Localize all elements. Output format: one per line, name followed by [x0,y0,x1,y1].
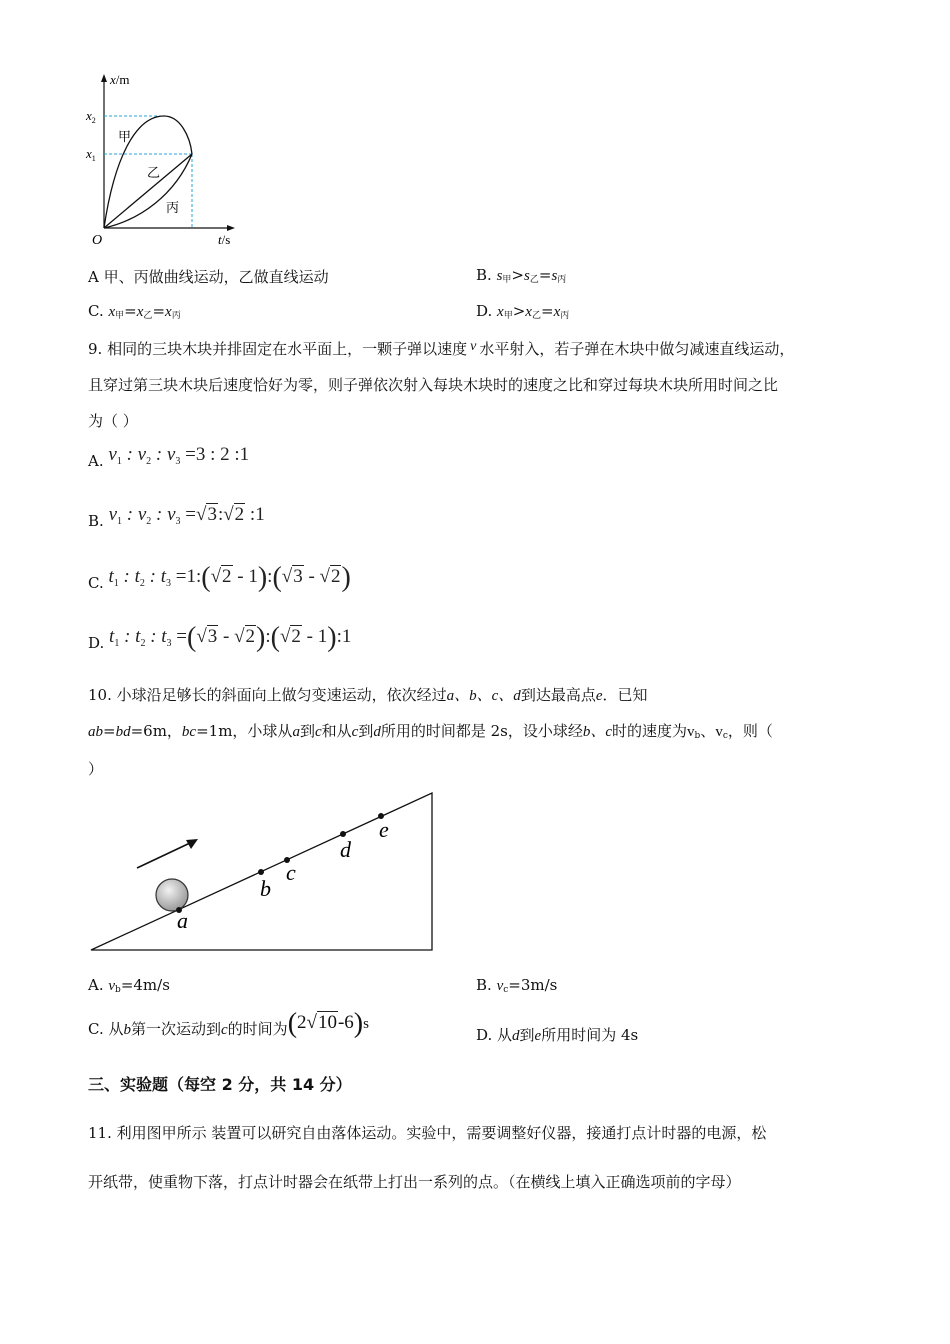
q10-stem-line2: ab=bd=6m，bc=1m，小球从a到c和从c到d所用的时间都是 2s，设小球经b、c时的速度为$v_b$、$v_c$，则（ [88,722,773,741]
label-c: c [286,860,296,885]
q10-option-d[interactable]: D. 从d到e所用时间为 4s [476,1026,639,1044]
label-jia: 甲 [118,129,132,144]
q9-option-c[interactable]: C. $t_1$ : $t_2$ : $t_3$ =1:(√2 - 1):(√3 - √2) [88,562,351,593]
q11-stem-line2: 开纸带，使重物下落，打点计时器会在纸带上打出一系列的点。（在横线上填入正确选项前的字母） [88,1173,741,1191]
direction-arrow-shaft [137,843,190,868]
q9-stem-line3: 为（ ） [88,412,138,430]
q10-stem-line1: 10. 小球沿足够长的斜面向上做匀变速运动，依次经过a、b、c、d到达最高点e．已知 [88,686,648,704]
origin-label: O [92,233,103,248]
q9-option-a[interactable]: A. $v_1$ : $v_2$ : $v_3 =3$ : 2 :1 [88,444,250,470]
q8-option-b[interactable]: B. $s_甲>s_乙=s_丙$ [476,266,567,285]
section-heading: 三、实验题（每空 2 分，共 14 分） [88,1075,352,1094]
incline-diagram [85,785,445,960]
q10-option-c[interactable]: C. 从b第一次运动到c的时间为(2√10-6)s [88,1008,369,1039]
x-axis-label: t/s [218,232,231,247]
position-time-graph [80,70,250,250]
q9-stem-line2: 且穿过第三块木块后速度恰好为零，则子弹依次射入每块木块时的速度之比和穿过每块木块所用时间之比 [88,376,779,394]
x1-label: $x_1$ [86,146,96,163]
label-b: b [260,876,271,901]
ball [156,879,188,911]
q9-option-d[interactable]: D. $t_1$ : $t_2$ : $t_3 =(√3$ - √2):(√2 - 1):1 [88,622,352,653]
label-d: d [340,837,351,862]
label-yi: 乙 [147,165,161,180]
q8-option-c[interactable]: C. $x_甲=x_乙=x_丙$ [88,302,181,321]
x2-label: $x_2$ [86,108,96,125]
label-bing: 丙 [166,200,180,215]
x-axis-arrow [227,225,235,231]
y-axis-label: x/m [110,72,130,87]
q9-stem-line1: 9. 相同的三块木块并排固定在水平面上，一颗子弹以速度 v 水平射入，若子弹在木块中做匀减速直线运动， [88,339,795,358]
q9-option-b[interactable]: B. $v_1$ : $v_2$ : $v_3$ =√3:√2 :1 [88,504,265,530]
label-a: a [177,908,188,933]
q10-option-a[interactable]: A. $v_b=4m/s$ [88,976,170,995]
q10-option-b[interactable]: B. $v_c=3m/s$ [476,976,558,995]
q8-option-d[interactable]: D. $x_甲>x_乙=x_丙$ [476,302,570,321]
point-b [258,869,264,875]
q8-option-a[interactable]: A 甲、丙做曲线运动，乙做直线运动 [88,268,329,286]
label-e: e [379,817,389,842]
q11-stem-line1: 11. 利用图甲所示 装置可以研究自由落体运动。实验中，需要调整好仪器，接通打点计时器的电源，松 [88,1124,767,1142]
q10-stem-line3: ） [88,760,104,778]
y-axis-arrow [101,74,107,82]
